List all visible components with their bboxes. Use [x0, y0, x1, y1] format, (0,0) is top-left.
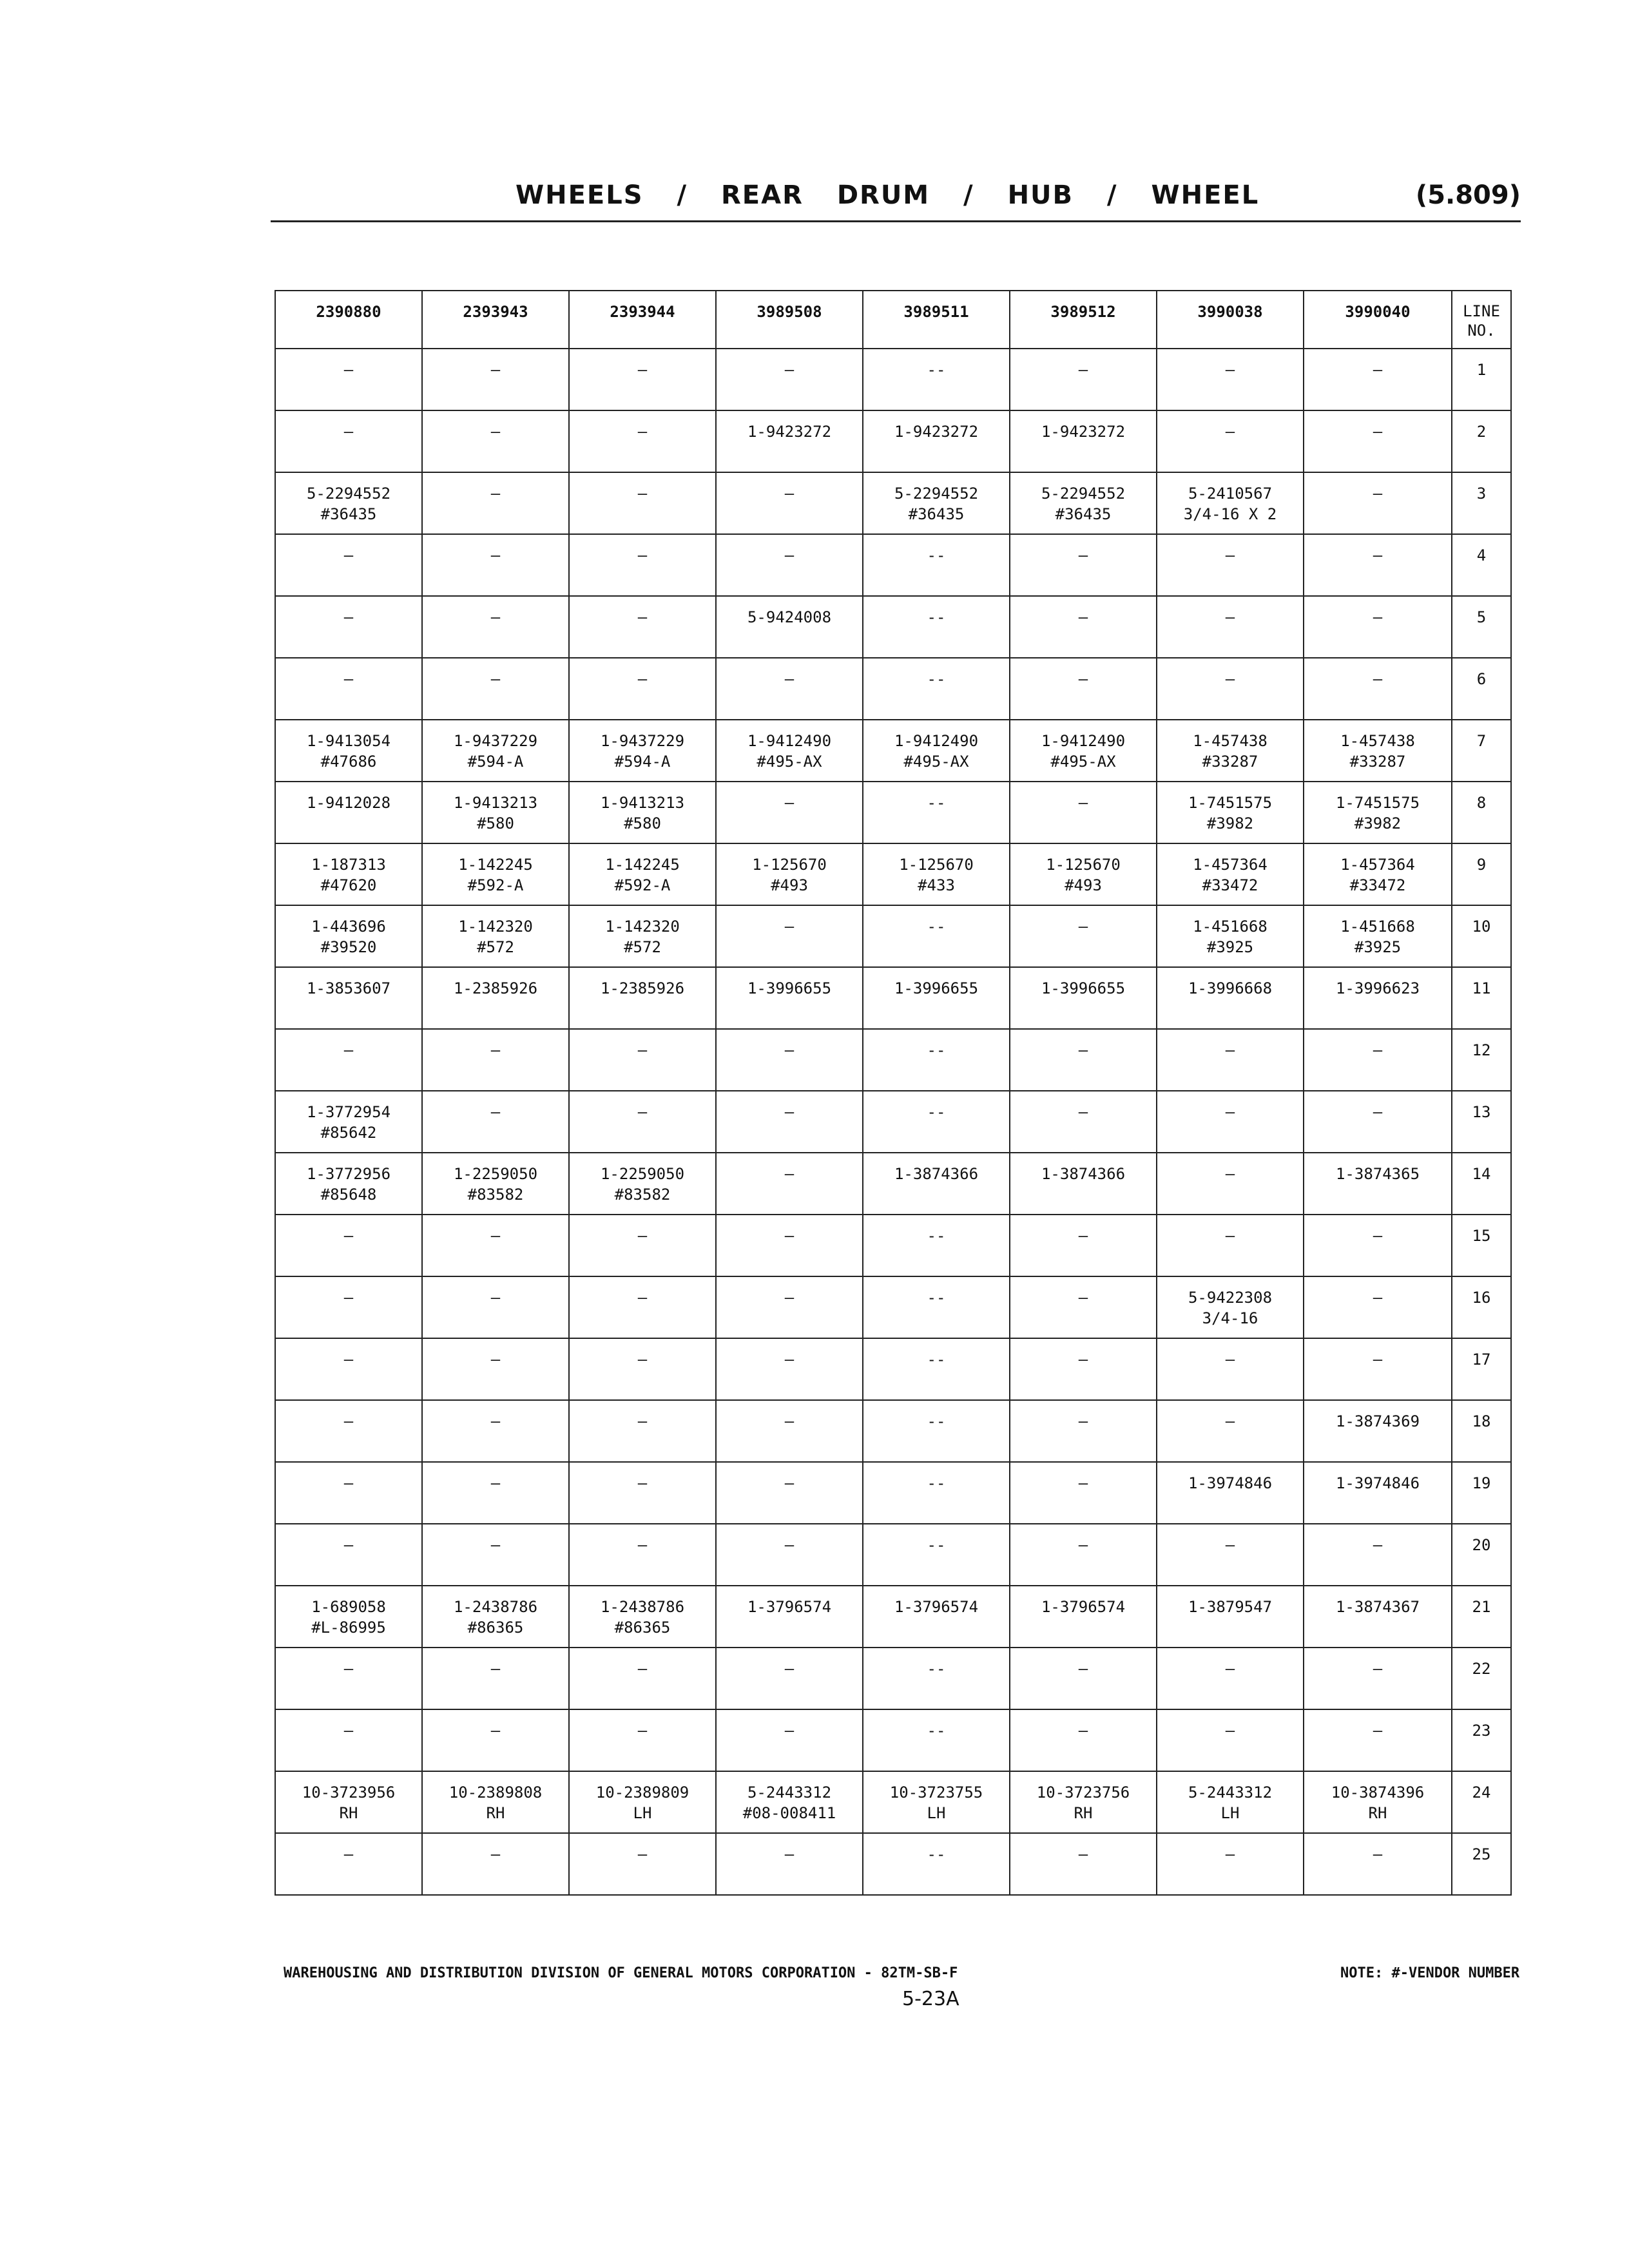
part-number-cell: — — [569, 1400, 716, 1462]
part-number-cell: 1-3796574 — [863, 1586, 1010, 1648]
line-number-cell: 14 — [1452, 1153, 1511, 1215]
table-row — [275, 349, 1511, 410]
part-number-cell: — — [1010, 349, 1157, 410]
part-number-cell: — — [716, 658, 863, 720]
part-number-cell: — — [422, 410, 569, 472]
part-number-cell: 1-3996655 — [863, 967, 1010, 1029]
line-number-cell: 10 — [1452, 905, 1511, 967]
part-number-cell: — — [569, 349, 716, 410]
part-number-cell: 1-9423272 — [863, 410, 1010, 472]
part-number-cell: — — [716, 1276, 863, 1338]
part-number-cell: 10-2389808 RH — [422, 1771, 569, 1833]
part-number-cell: -- — [863, 1648, 1010, 1709]
part-number-cell: — — [275, 658, 422, 720]
part-number-cell: — — [422, 1400, 569, 1462]
part-number-cell: — — [422, 349, 569, 410]
part-number-cell: 1-142245 #592-A — [569, 843, 716, 905]
part-number-cell: — — [275, 1400, 422, 1462]
table-row — [275, 1400, 1511, 1462]
part-number-cell: 1-3796574 — [716, 1586, 863, 1648]
part-number-cell: — — [275, 1276, 422, 1338]
part-number-cell: — — [1304, 410, 1452, 472]
part-number-cell: — — [1304, 596, 1452, 658]
part-number-cell: 1-3996623 — [1304, 967, 1452, 1029]
table-row — [275, 472, 1511, 534]
part-number-cell: 5-9422308 3/4-16 — [1157, 1276, 1304, 1338]
part-number-cell: — — [1010, 1709, 1157, 1771]
part-number-cell: — — [422, 1029, 569, 1091]
part-number-cell: — — [422, 1215, 569, 1276]
table-row — [275, 1709, 1511, 1771]
column-header: 3990040 — [1304, 291, 1452, 349]
part-number-cell: 1-2259050 #83582 — [422, 1153, 569, 1215]
part-number-cell: — — [569, 472, 716, 534]
part-number-cell: 10-3874396 RH — [1304, 1771, 1452, 1833]
part-number-cell: — — [716, 472, 863, 534]
table-row — [275, 843, 1511, 905]
part-number-cell: — — [1157, 1833, 1304, 1895]
part-number-cell: 1-9423272 — [1010, 410, 1157, 472]
part-number-cell: — — [1010, 596, 1157, 658]
part-number-cell: — — [1304, 1338, 1452, 1400]
part-number-cell: — — [716, 349, 863, 410]
part-number-cell: — — [422, 1462, 569, 1524]
part-number-cell: 1-3974846 — [1157, 1462, 1304, 1524]
part-number-cell: — — [275, 349, 422, 410]
parts-table — [275, 290, 1512, 1896]
line-number-cell: 9 — [1452, 843, 1511, 905]
part-number-cell: 1-457364 #33472 — [1304, 843, 1452, 905]
part-number-cell: — — [569, 658, 716, 720]
part-number-cell: — — [716, 1462, 863, 1524]
part-number-cell: 1-457438 #33287 — [1304, 720, 1452, 782]
part-number-cell: 1-3874366 — [863, 1153, 1010, 1215]
table-header-row — [275, 291, 1511, 349]
part-number-cell: — — [1010, 534, 1157, 596]
part-number-cell: — — [569, 1462, 716, 1524]
part-number-cell: — — [275, 1462, 422, 1524]
line-number-cell: 11 — [1452, 967, 1511, 1029]
part-number-cell: — — [1304, 472, 1452, 534]
part-number-cell: -- — [863, 1029, 1010, 1091]
part-number-cell: — — [1010, 1462, 1157, 1524]
part-number-cell: — — [716, 905, 863, 967]
part-number-cell: — — [716, 534, 863, 596]
part-number-cell: — — [275, 1524, 422, 1586]
part-number-cell: -- — [863, 1215, 1010, 1276]
part-number-cell: — — [275, 1833, 422, 1895]
part-number-cell: 1-3996668 — [1157, 967, 1304, 1029]
table-row — [275, 1338, 1511, 1400]
part-number-cell: 1-2438786 #86365 — [569, 1586, 716, 1648]
part-number-cell: 1-9437229 #594-A — [422, 720, 569, 782]
footer-division: WAREHOUSING AND DISTRIBUTION DIVISION OF GENERAL MOTORS CORPORATION - 82TM-SB-F — [284, 1965, 958, 1981]
part-number-cell: -- — [863, 1400, 1010, 1462]
part-number-cell: — — [1010, 1215, 1157, 1276]
page-title: WHEELS / REAR DRUM / HUB / WHEEL — [516, 180, 1260, 210]
table-row — [275, 1276, 1511, 1338]
page-number: 5-23A — [902, 1988, 959, 2010]
part-number-cell: — — [569, 1215, 716, 1276]
line-number-cell: 4 — [1452, 534, 1511, 596]
part-number-cell: -- — [863, 1524, 1010, 1586]
part-number-cell: 1-9437229 #594-A — [569, 720, 716, 782]
part-number-cell: — — [422, 1833, 569, 1895]
part-number-cell: 1-9412490 #495-AX — [716, 720, 863, 782]
table-row — [275, 410, 1511, 472]
part-number-cell: — — [569, 1029, 716, 1091]
table-row — [275, 1524, 1511, 1586]
part-number-cell: 1-451668 #3925 — [1304, 905, 1452, 967]
part-number-cell: — — [1157, 410, 1304, 472]
table-row — [275, 782, 1511, 843]
part-number-cell: 5-2410567 3/4-16 X 2 — [1157, 472, 1304, 534]
part-number-cell: 1-457438 #33287 — [1157, 720, 1304, 782]
line-number-cell: 17 — [1452, 1338, 1511, 1400]
part-number-cell: -- — [863, 1833, 1010, 1895]
table-row — [275, 1648, 1511, 1709]
part-number-cell: — — [1010, 782, 1157, 843]
part-number-cell: — — [1304, 1215, 1452, 1276]
part-number-cell: — — [1304, 1276, 1452, 1338]
part-number-cell: 5-2294552 #36435 — [275, 472, 422, 534]
line-number-cell: 16 — [1452, 1276, 1511, 1338]
part-number-cell: — — [569, 410, 716, 472]
part-number-cell: -- — [863, 782, 1010, 843]
column-header: 2393944 — [569, 291, 716, 349]
part-number-cell: — — [1304, 1524, 1452, 1586]
section-number: (5.809) — [1415, 180, 1521, 210]
part-number-cell: — — [716, 1338, 863, 1400]
part-number-cell: -- — [863, 658, 1010, 720]
part-number-cell: — — [716, 782, 863, 843]
column-header: 3990038 — [1157, 291, 1304, 349]
part-number-cell: — — [422, 1091, 569, 1153]
part-number-cell: — — [1304, 1833, 1452, 1895]
part-number-cell: — — [1157, 1091, 1304, 1153]
part-number-cell: 1-125670 #493 — [716, 843, 863, 905]
part-number-cell: — — [1157, 534, 1304, 596]
part-number-cell: — — [422, 1524, 569, 1586]
part-number-cell: 1-7451575 #3982 — [1304, 782, 1452, 843]
part-number-cell: 5-2294552 #36435 — [1010, 472, 1157, 534]
part-number-cell: — — [716, 1215, 863, 1276]
line-number-cell: 24 — [1452, 1771, 1511, 1833]
part-number-cell: 1-9413054 #47686 — [275, 720, 422, 782]
part-number-cell: — — [569, 1276, 716, 1338]
part-number-cell: — — [275, 1338, 422, 1400]
part-number-cell: — — [1010, 1276, 1157, 1338]
table-row — [275, 1771, 1511, 1833]
part-number-cell: — — [422, 658, 569, 720]
table-row — [275, 1091, 1511, 1153]
part-number-cell: 1-187313 #47620 — [275, 843, 422, 905]
part-number-cell: — — [1010, 905, 1157, 967]
part-number-cell: 1-9412490 #495-AX — [863, 720, 1010, 782]
part-number-cell: 10-2389809 LH — [569, 1771, 716, 1833]
part-number-cell: — — [569, 1709, 716, 1771]
part-number-cell: — — [1157, 1400, 1304, 1462]
part-number-cell: 1-3874366 — [1010, 1153, 1157, 1215]
line-number-cell: 12 — [1452, 1029, 1511, 1091]
part-number-cell: — — [1157, 596, 1304, 658]
part-number-cell: 10-3723956 RH — [275, 1771, 422, 1833]
part-number-cell: 1-125670 #493 — [1010, 843, 1157, 905]
column-header: 2393943 — [422, 291, 569, 349]
part-number-cell: — — [422, 596, 569, 658]
part-number-cell: 1-142245 #592-A — [422, 843, 569, 905]
part-number-cell: — — [716, 1153, 863, 1215]
table-row — [275, 1029, 1511, 1091]
part-number-cell: — — [422, 1648, 569, 1709]
part-number-cell: — — [1010, 1833, 1157, 1895]
part-number-cell: — — [275, 1215, 422, 1276]
line-number-cell: 13 — [1452, 1091, 1511, 1153]
part-number-cell: 1-142320 #572 — [422, 905, 569, 967]
part-number-cell: — — [275, 1709, 422, 1771]
part-number-cell: — — [422, 1338, 569, 1400]
part-number-cell: — — [716, 1029, 863, 1091]
part-number-cell: -- — [863, 905, 1010, 967]
part-number-cell: 1-3874369 — [1304, 1400, 1452, 1462]
part-number-cell: 1-3879547 — [1157, 1586, 1304, 1648]
part-number-cell: -- — [863, 596, 1010, 658]
part-number-cell: 1-3874365 — [1304, 1153, 1452, 1215]
line-number-cell: 19 — [1452, 1462, 1511, 1524]
line-number-cell: 25 — [1452, 1833, 1511, 1895]
part-number-cell: — — [422, 534, 569, 596]
table-row — [275, 1833, 1511, 1895]
part-number-cell: — — [1010, 1338, 1157, 1400]
part-number-cell: — — [569, 1091, 716, 1153]
line-number-cell: 23 — [1452, 1709, 1511, 1771]
part-number-cell: — — [422, 1709, 569, 1771]
part-number-cell: — — [716, 1833, 863, 1895]
part-number-cell: 1-3772956 #85648 — [275, 1153, 422, 1215]
part-number-cell: 1-9423272 — [716, 410, 863, 472]
line-number-cell: 6 — [1452, 658, 1511, 720]
table-row — [275, 534, 1511, 596]
part-number-cell: — — [1304, 1091, 1452, 1153]
table-row — [275, 596, 1511, 658]
part-number-cell: — — [716, 1091, 863, 1153]
table-row — [275, 1215, 1511, 1276]
column-header: 2390880 — [275, 291, 422, 349]
part-number-cell: 1-689058 #L-86995 — [275, 1586, 422, 1648]
table-row — [275, 1586, 1511, 1648]
part-number-cell: -- — [863, 1709, 1010, 1771]
part-number-cell: 1-3996655 — [716, 967, 863, 1029]
part-number-cell: — — [1157, 1709, 1304, 1771]
part-number-cell: — — [1010, 1029, 1157, 1091]
part-number-cell: — — [569, 534, 716, 596]
part-number-cell: — — [422, 1276, 569, 1338]
part-number-cell: — — [1304, 658, 1452, 720]
part-number-cell: 5-9424008 — [716, 596, 863, 658]
part-number-cell: 1-443696 #39520 — [275, 905, 422, 967]
column-header-line-no: LINE NO. — [1452, 291, 1511, 349]
part-number-cell: 1-7451575 #3982 — [1157, 782, 1304, 843]
part-number-cell: 1-3874367 — [1304, 1586, 1452, 1648]
part-number-cell: — — [1304, 1029, 1452, 1091]
part-number-cell: — — [1304, 1709, 1452, 1771]
line-number-cell: 5 — [1452, 596, 1511, 658]
column-header: 3989512 — [1010, 291, 1157, 349]
table-row — [275, 1153, 1511, 1215]
part-number-cell: -- — [863, 1091, 1010, 1153]
column-header: 3989511 — [863, 291, 1010, 349]
part-number-cell: — — [1157, 1648, 1304, 1709]
line-number-cell: 8 — [1452, 782, 1511, 843]
part-number-cell: 1-3796574 — [1010, 1586, 1157, 1648]
part-number-cell: 1-2438786 #86365 — [422, 1586, 569, 1648]
part-number-cell: -- — [863, 1338, 1010, 1400]
part-number-cell: 1-2385926 — [422, 967, 569, 1029]
part-number-cell: — — [422, 472, 569, 534]
part-number-cell: 5-2294552 #36435 — [863, 472, 1010, 534]
part-number-cell: 5-2443312 LH — [1157, 1771, 1304, 1833]
line-number-cell: 3 — [1452, 472, 1511, 534]
part-number-cell: — — [716, 1400, 863, 1462]
part-number-cell: 1-142320 #572 — [569, 905, 716, 967]
part-number-cell: — — [1010, 1648, 1157, 1709]
part-number-cell: — — [1010, 1091, 1157, 1153]
column-header: 3989508 — [716, 291, 863, 349]
part-number-cell: — — [716, 1709, 863, 1771]
part-number-cell: — — [275, 410, 422, 472]
part-number-cell: 1-457364 #33472 — [1157, 843, 1304, 905]
part-number-cell: — — [275, 534, 422, 596]
part-number-cell: — — [1010, 1400, 1157, 1462]
part-number-cell: 10-3723756 RH — [1010, 1771, 1157, 1833]
part-number-cell: -- — [863, 349, 1010, 410]
part-number-cell: — — [275, 1648, 422, 1709]
line-number-cell: 21 — [1452, 1586, 1511, 1648]
part-number-cell: 1-9413213 #580 — [422, 782, 569, 843]
part-number-cell: — — [569, 1524, 716, 1586]
table-row — [275, 658, 1511, 720]
part-number-cell: — — [569, 1833, 716, 1895]
part-number-cell: — — [1304, 1648, 1452, 1709]
part-number-cell: — — [569, 596, 716, 658]
part-number-cell: — — [1157, 1524, 1304, 1586]
part-number-cell: — — [716, 1648, 863, 1709]
part-number-cell: — — [716, 1524, 863, 1586]
part-number-cell: — — [1157, 1153, 1304, 1215]
part-number-cell: 1-3996655 — [1010, 967, 1157, 1029]
part-number-cell: 1-3853607 — [275, 967, 422, 1029]
part-number-cell: — — [1010, 1524, 1157, 1586]
part-number-cell: — — [275, 596, 422, 658]
part-number-cell: 1-451668 #3925 — [1157, 905, 1304, 967]
line-number-cell: 20 — [1452, 1524, 1511, 1586]
part-number-cell: 1-125670 #433 — [863, 843, 1010, 905]
line-number-cell: 15 — [1452, 1215, 1511, 1276]
page-header — [271, 180, 1521, 226]
part-number-cell: — — [1157, 1338, 1304, 1400]
part-number-cell: 1-3772954 #85642 — [275, 1091, 422, 1153]
part-number-cell: — — [1157, 349, 1304, 410]
part-number-cell: 1-9412490 #495-AX — [1010, 720, 1157, 782]
line-number-cell: 2 — [1452, 410, 1511, 472]
part-number-cell: — — [275, 1029, 422, 1091]
part-number-cell: 10-3723755 LH — [863, 1771, 1010, 1833]
header-rule — [271, 220, 1521, 222]
part-number-cell: 5-2443312 #08-008411 — [716, 1771, 863, 1833]
part-number-cell: -- — [863, 1462, 1010, 1524]
part-number-cell: — — [1157, 1215, 1304, 1276]
part-number-cell: — — [1010, 658, 1157, 720]
part-number-cell: 1-9413213 #580 — [569, 782, 716, 843]
part-number-cell: — — [1304, 349, 1452, 410]
part-number-cell: -- — [863, 534, 1010, 596]
part-number-cell: — — [569, 1648, 716, 1709]
part-number-cell: 1-9412028 — [275, 782, 422, 843]
line-number-cell: 1 — [1452, 349, 1511, 410]
part-number-cell: 1-2259050 #83582 — [569, 1153, 716, 1215]
line-number-cell: 22 — [1452, 1648, 1511, 1709]
line-number-cell: 18 — [1452, 1400, 1511, 1462]
part-number-cell: -- — [863, 1276, 1010, 1338]
part-number-cell: 1-2385926 — [569, 967, 716, 1029]
part-number-cell: 1-3974846 — [1304, 1462, 1452, 1524]
table-row — [275, 905, 1511, 967]
table-row — [275, 967, 1511, 1029]
part-number-cell: — — [1157, 658, 1304, 720]
table-row — [275, 1462, 1511, 1524]
table-row — [275, 720, 1511, 782]
part-number-cell: — — [1157, 1029, 1304, 1091]
part-number-cell: — — [569, 1338, 716, 1400]
line-number-cell: 7 — [1452, 720, 1511, 782]
part-number-cell: — — [1304, 534, 1452, 596]
footer-note: NOTE: #-VENDOR NUMBER — [1340, 1965, 1520, 1981]
